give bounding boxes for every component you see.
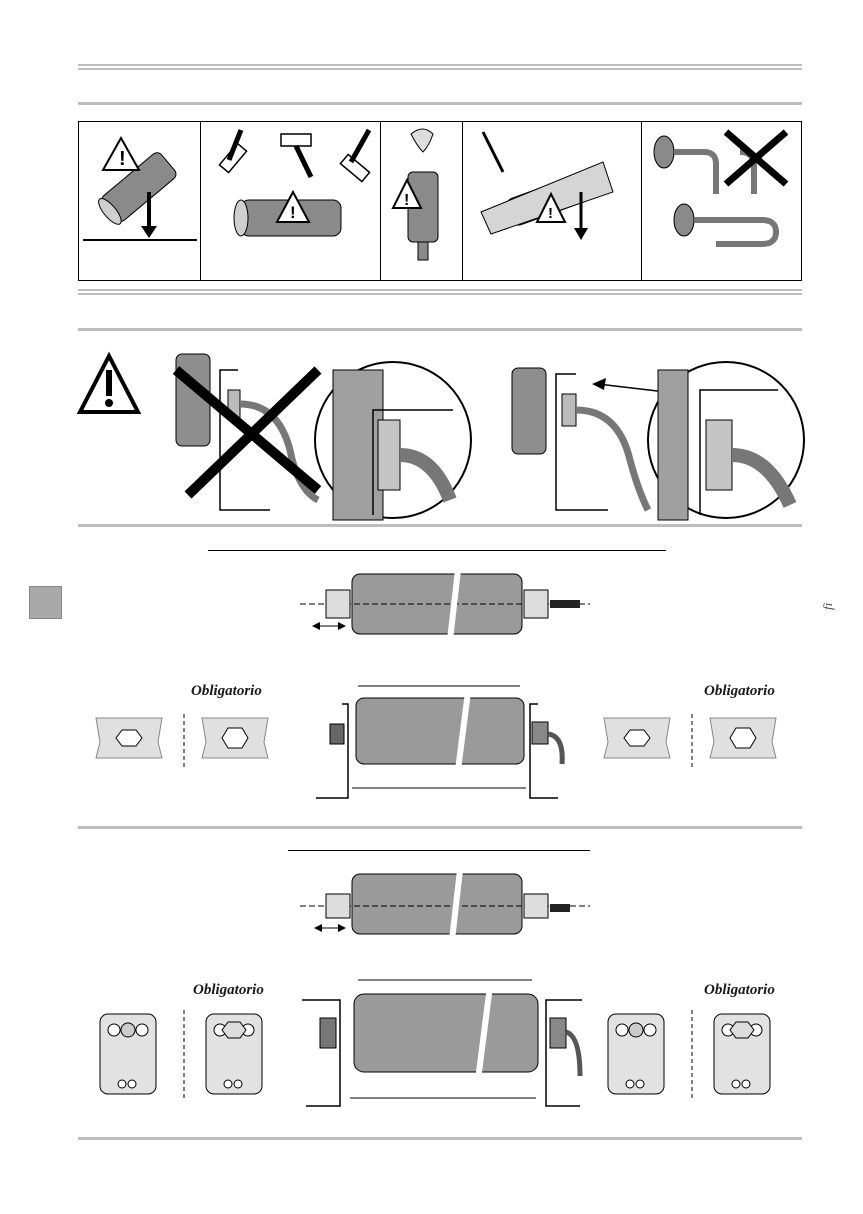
- svg-text:!: !: [403, 192, 409, 209]
- side-language-label: fi: [820, 602, 835, 610]
- mandatory-label-left-2: Obligatorio: [193, 982, 264, 998]
- section-rule-5: [78, 826, 802, 829]
- panel-cable-bending: [642, 122, 801, 280]
- chapter-tab: [29, 586, 62, 619]
- section-rule-3: [78, 328, 802, 331]
- mandatory-label-right-1: Obligatorio: [704, 683, 775, 699]
- bracket-plate-diagram-left: [96, 1010, 276, 1100]
- panel-no-liquid: [381, 122, 463, 280]
- water-spray-illustration: [381, 122, 463, 282]
- tube-motor-diagram-1: [300, 570, 600, 640]
- heading-underline-2: [288, 850, 590, 851]
- caution-triangle-icon: [80, 356, 138, 412]
- hex-adapter-diagram-right: [604, 714, 784, 768]
- tube-motor: [354, 994, 538, 1072]
- tube-motor: [356, 698, 524, 764]
- hex-adapter-diagram-left: [96, 714, 276, 768]
- tube-bracket-diagram-1: [312, 684, 572, 806]
- top-double-rule: [78, 64, 802, 70]
- section-rule-4: [78, 524, 802, 527]
- tube-motor: [352, 874, 522, 934]
- bottom-rule: [78, 1137, 802, 1140]
- panel-no-drop: [79, 122, 201, 280]
- mandatory-label-left-1: Obligatorio: [191, 683, 262, 699]
- bracket-plate-diagram-right: [604, 1010, 784, 1100]
- drill-bracket-illustration: [463, 122, 643, 282]
- mandatory-label-right-2: Obligatorio: [704, 982, 775, 998]
- tube-motor-diagram-2: [300, 870, 600, 940]
- section-rule-2: [78, 289, 802, 295]
- svg-text:!: !: [119, 148, 126, 170]
- tube-bracket-diagram-2: [300, 976, 585, 1118]
- section-rule-1: [78, 102, 802, 105]
- heading-underline-1: [208, 550, 666, 551]
- svg-text:!: !: [289, 203, 296, 222]
- panel-no-hammer: [201, 122, 381, 280]
- cable-bend-illustration: [642, 122, 802, 282]
- svg-text:!: !: [547, 205, 553, 222]
- motor-drop-illustration: [79, 122, 201, 282]
- cable-gland-section: [78, 340, 802, 520]
- warning-panels: [78, 121, 802, 281]
- panel-no-drill: [463, 122, 643, 280]
- hammer-illustration: [201, 122, 381, 282]
